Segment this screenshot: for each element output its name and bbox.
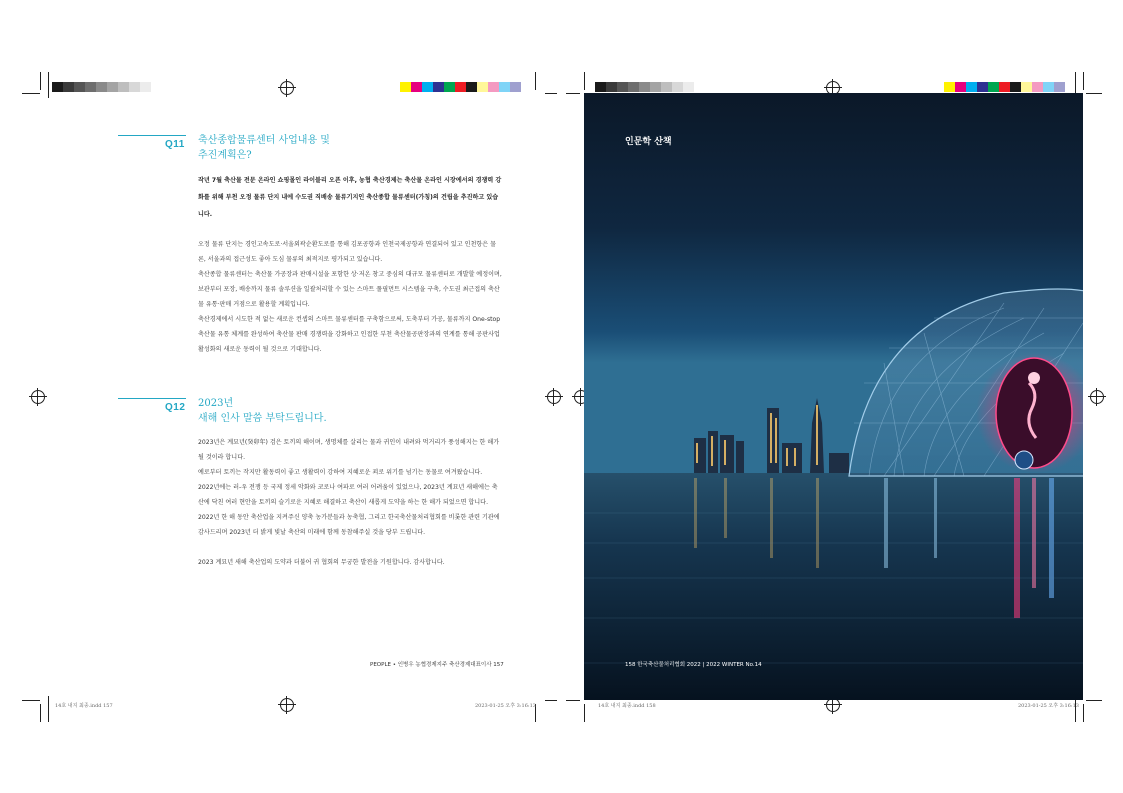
- color-swatch: [499, 82, 510, 92]
- section-title: 인문학 산책: [625, 137, 672, 147]
- q12-title-line1: 2023년: [198, 398, 234, 409]
- color-bar: [400, 82, 521, 92]
- color-swatch: [966, 82, 977, 92]
- color-bar: [944, 82, 1065, 92]
- registration-mark-icon: [280, 698, 294, 712]
- registration-mark-icon: [547, 390, 561, 404]
- slug-right: 14호 내지 최종.indd 158: [598, 703, 656, 709]
- color-swatch: [107, 82, 118, 92]
- color-swatch: [85, 82, 96, 92]
- color-swatch: [617, 82, 628, 92]
- color-swatch: [455, 82, 466, 92]
- color-swatch: [606, 82, 617, 92]
- q11-title-line2: 추진계획은?: [198, 150, 252, 161]
- slug-center-left: 2023-01-25 오후 3:16:13: [475, 703, 536, 709]
- q11-paragraph: 축산경제에서 시도한 적 없는 새로운 컨셉의 스마트 물류센터를 구축함으로써, 도축부터 가공, 물류까지 One-stop 축산물 유통 체계를 완성하여 축산물 판매 경쟁력을 강화하고 인접한 부천 축산물공판장과의 연계를 통해 공판사업 활성화의 새로운 동력이 될 것으로 기대합니다.: [198, 316, 501, 353]
- q12-paragraph: 2022년에는 러-우 전쟁 등 국제 정세 악화와 코로나 여파로 여러 어려움이 있었으나, 2023년 계묘년 새해에는 축산에 닥친 여러 현안을 토끼의 슬기로운 지혜로 해결하고 축산이 새롭게 도약을 하는 한 해가 되었으면 합니다.: [198, 484, 498, 506]
- q11-lead-paragraph: 작년 7월 축산물 전문 온라인 쇼핑몰인 라이블리 오픈 이후, 농협 축산경제는 축산물 온라인 시장에서의 경쟁력 강화를 위해 부천 오정 물류 단지 내에 수도권 직배송 물류기지인 축산종합 물류센터(가칭)의 건립을 추진하고 있습니다.: [198, 177, 502, 218]
- right-page-folio: 158 한국축산물처리협회 2022 | 2022 WINTER No.14: [625, 662, 762, 668]
- color-swatch: [628, 82, 639, 92]
- color-swatch: [129, 82, 140, 92]
- color-swatch: [683, 82, 694, 92]
- color-swatch: [955, 82, 966, 92]
- color-swatch: [400, 82, 411, 92]
- left-page-folio: PEOPLE • 인병우 농협경제지주 축산경제대표이사 157: [370, 662, 504, 668]
- color-swatch: [433, 82, 444, 92]
- color-swatch: [595, 82, 606, 92]
- q12-paragraph: 2022년 한 해 동안 축산업을 지켜주신 양축 농가분들과 농축협, 그리고 한국축산물처리협회를 비롯한 관련 기관에 감사드리며 2023년 더 밝게 빛날 축산의 미래에 함께 동참해주실 것을 당부 드립니다.: [198, 514, 500, 536]
- color-swatch: [650, 82, 661, 92]
- registration-mark-icon: [280, 81, 294, 95]
- color-swatch: [411, 82, 422, 92]
- q11-rule: [118, 135, 186, 136]
- q11-title-line1: 축산종합물류센터 사업내용 및: [198, 135, 330, 146]
- slug-far-right: 2023-01-25 오후 3:16:13: [1018, 703, 1079, 709]
- q12-rule: [118, 398, 186, 399]
- color-swatch: [661, 82, 672, 92]
- q11-body: [198, 237, 503, 357]
- q12-paragraph: 2023년은 계묘년(癸卯年) 검은 토끼의 해이며, 생명체를 살리는 물과 귀인이 내려와 먹거리가 풍성해지는 한 해가 될 것이라 합니다.: [198, 439, 500, 461]
- color-swatch: [140, 82, 151, 92]
- color-swatch: [510, 82, 521, 92]
- color-swatch: [639, 82, 650, 92]
- color-swatch: [477, 82, 488, 92]
- color-swatch: [74, 82, 85, 92]
- color-swatch: [1054, 82, 1065, 92]
- q12-number: Q12: [165, 402, 186, 413]
- q12-paragraph: 예로부터 토끼는 작지만 활동력이 좋고 생활력이 강하여 지혜로운 꾀로 위기를 넘기는 동물로 여겨왔습니다.: [198, 469, 483, 476]
- slug-left: 14호 내지 최종.indd 157: [55, 703, 113, 709]
- q12-closing-paragraph: 2023 계묘년 새해 축산업의 도약과 더불어 귀 협회의 무궁한 발전을 기원합니다. 감사합니다.: [198, 559, 445, 566]
- q11-number: Q11: [165, 139, 185, 150]
- registration-mark-icon: [826, 698, 840, 712]
- grayscale-bar: [595, 82, 694, 92]
- color-swatch: [988, 82, 999, 92]
- color-swatch: [1010, 82, 1021, 92]
- color-swatch: [96, 82, 107, 92]
- color-swatch: [977, 82, 988, 92]
- color-swatch: [944, 82, 955, 92]
- color-swatch: [63, 82, 74, 92]
- color-swatch: [1043, 82, 1054, 92]
- color-swatch: [999, 82, 1010, 92]
- q12-title-line2: 새해 인사 말씀 부탁드립니다.: [198, 413, 327, 424]
- color-swatch: [1021, 82, 1032, 92]
- q11-title: [198, 133, 330, 163]
- color-swatch: [1032, 82, 1043, 92]
- color-swatch: [488, 82, 499, 92]
- night-dome-photo: [584, 93, 1083, 700]
- photo-illustration: [584, 93, 1083, 700]
- registration-mark-icon: [31, 390, 45, 404]
- q11-paragraph: 축산종합 물류센터는 축산물 가공장과 판매시설을 포함한 상·저온 창고 중심의 대규모 물류센터로 개발할 예정이며, 보관부터 포장, 배송까지 물류 솔루션을 일괄처리할 수 있는 스마트 풀필먼트 시스템을 구축, 수도권 최근접의 축산물 유통·판매 거점으로 활용할 계획입니다.: [198, 271, 502, 308]
- q12-title: [198, 396, 327, 426]
- color-swatch: [672, 82, 683, 92]
- color-swatch: [422, 82, 433, 92]
- color-swatch: [52, 82, 63, 92]
- registration-mark-icon: [1090, 390, 1104, 404]
- color-swatch: [444, 82, 455, 92]
- q12-body: [198, 435, 503, 570]
- q11-paragraph: 오정 물류 단지는 경인고속도로·서울외곽순환도로를 통해 김포공항과 인천국제공항과 연결되어 있고 인천항은 물론, 서울과의 접근성도 좋아 도심 물류의 최적지로 평가되고 있습니다.: [198, 241, 496, 263]
- color-swatch: [466, 82, 477, 92]
- grayscale-bar: [52, 82, 151, 92]
- q12-paragraph-spacer: [198, 540, 503, 555]
- color-swatch: [118, 82, 129, 92]
